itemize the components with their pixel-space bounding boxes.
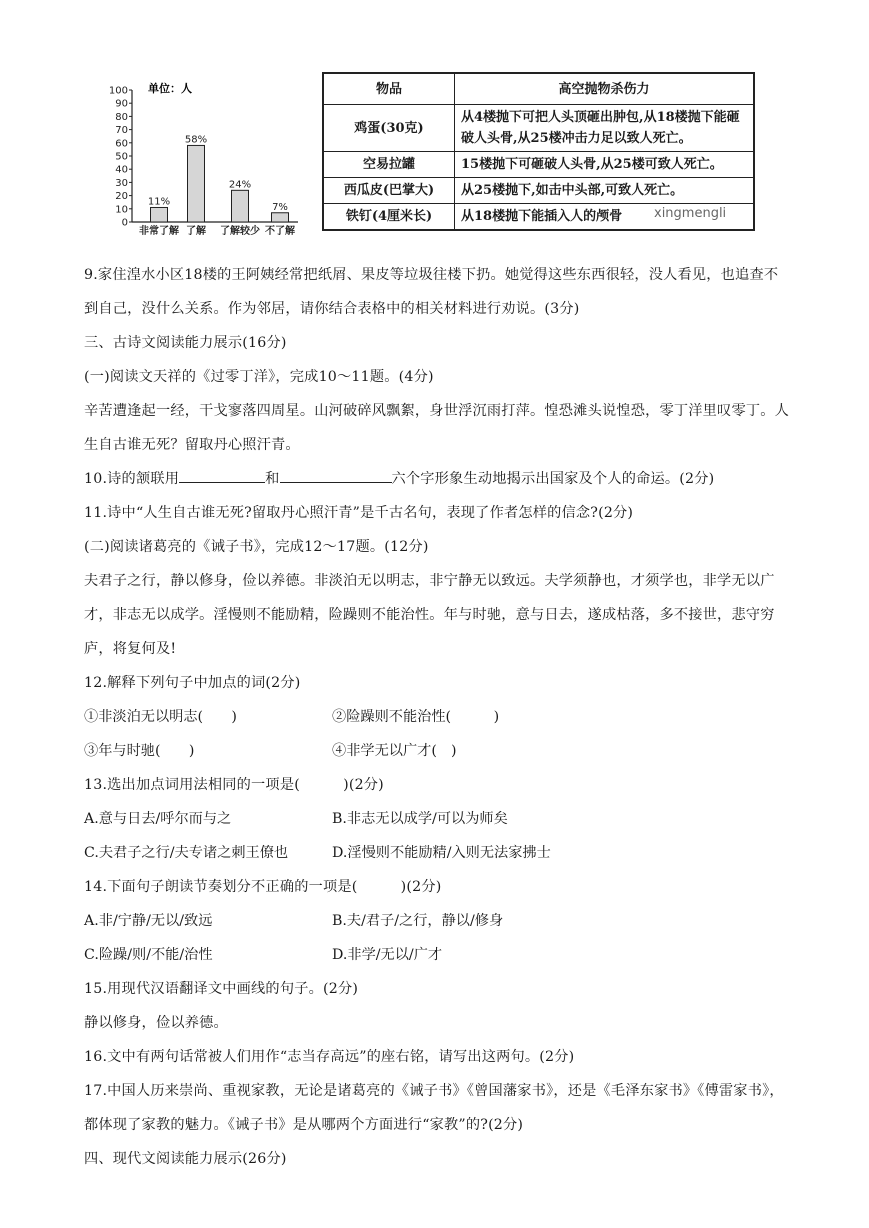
- y-tick-label: 60: [115, 138, 128, 150]
- section-4-heading: 四、现代文阅读能力展示(26分): [84, 1151, 287, 1167]
- section-3-heading: 三、古诗文阅读能力展示(16分): [84, 335, 287, 351]
- bar-data-label: 24%: [228, 179, 252, 191]
- q14-option-b: B.夫/君子/之行，静以/修身: [332, 913, 504, 929]
- table-row: [323, 178, 754, 204]
- item-cell: 铁钉(4厘米长): [323, 204, 455, 231]
- damage-cell: 从25楼抛下,如击中头部,可致人死亡。: [455, 178, 755, 204]
- question-17: 17.中国人历来崇尚、重视家教，无论是诸葛亮的《诫子书》《曾国藩家书》，还是《毛泽东家书》《傅雷家书》，都体现了家教的魅力。《诫子书》是从哪两个方面进行“家教”的?(2分): [84, 1083, 784, 1133]
- watermark: xingmengli: [654, 206, 727, 221]
- bar: [188, 145, 205, 222]
- question-16: 16.文中有两句话常被人们用作“志当存高远”的座右铭，请写出这两句。(2分): [84, 1049, 575, 1065]
- y-tick-label: 90: [115, 98, 128, 110]
- question-14: 14.下面句子朗读节奏划分不正确的一项是( )(2分): [84, 879, 442, 895]
- y-tick-label: 0: [121, 217, 128, 229]
- x-category-label: 非常了解: [139, 226, 179, 237]
- poem-text: 辛苦遭逢起一经，干戈寥落四周星。山河破碎风飘絮，身世浮沉雨打萍。惶恐滩头说惶恐，零丁洋里叹零丁。人生自古谁无死？留取丹心照汗青。: [84, 403, 789, 453]
- y-tick-label: 10: [115, 204, 128, 216]
- bar-data-label: 7%: [272, 201, 288, 213]
- q13-row-1: [84, 802, 790, 836]
- chart-unit-label: 单位：人: [148, 82, 192, 95]
- q12-item-3: ③年与时驰( ): [84, 743, 195, 759]
- q13-option-b: B.非志无以成学/可以为师矣: [332, 811, 508, 827]
- q12-item-1: ①非淡泊无以明志( ): [84, 709, 237, 725]
- q13-option-c: C.夫君子之行/夫专诸之刺王僚也: [84, 845, 289, 861]
- q13-row-2: [84, 836, 790, 870]
- item-cell: 鸡蛋(30克): [323, 105, 455, 152]
- damage-cell: 15楼抛下可砸破人头骨,从25楼可致人死亡。: [455, 152, 755, 178]
- damage-cell: 从4楼抛下可把人头顶砸出肿包,从18楼抛下能砸破人头骨,从25楼冲击力足以致人死亡。: [455, 105, 755, 152]
- q12-item-2: ②险躁则不能治性( ): [332, 709, 500, 725]
- q10-part-a: 10.诗的颔联用: [84, 471, 180, 487]
- bar-data-label: 58%: [184, 134, 208, 146]
- bars: [148, 134, 289, 222]
- y-tick-label: 50: [115, 151, 128, 163]
- question-13: 13.选出加点词用法相同的一项是( )(2分): [84, 777, 384, 793]
- q14-option-d: D.非学/无以/广才: [332, 947, 443, 963]
- bar: [232, 190, 249, 222]
- table-row: [323, 152, 754, 178]
- header-item: 物品: [323, 73, 455, 105]
- q14-option-a: A.非/宁静/无以/致远: [84, 913, 213, 929]
- q15-sentence: 静以修身，俭以养德。: [84, 1015, 228, 1031]
- question-15: 15.用现代汉语翻译文中画线的句子。(2分): [84, 981, 359, 997]
- item-cell: 空易拉罐: [323, 152, 455, 178]
- answer-blank-1[interactable]: [179, 466, 265, 483]
- y-tick-label: 70: [115, 125, 128, 137]
- subsection-1-heading: (一)阅读文天祥的《过零丁洋》，完成10～11题。(4分): [84, 369, 434, 385]
- y-tick-label: 80: [115, 111, 128, 123]
- q14-row-2: [84, 938, 790, 972]
- subsection-2-heading: (二)阅读诸葛亮的《诫子书》，完成12～17题。(12分): [84, 539, 429, 555]
- y-tick-label: 20: [115, 191, 128, 203]
- header-damage: 高空抛物杀伤力: [455, 73, 755, 105]
- question-11: 11.诗中“人生自古谁无死?留取丹心照汗青”是千古名句，表现了作者怎样的信念?(2分): [84, 505, 634, 521]
- table-header-row: [323, 73, 754, 105]
- item-cell: 西瓜皮(巴掌大): [323, 178, 455, 204]
- q10-part-c: 六个字形象生动地揭示出国家及个人的命运。(2分): [391, 471, 715, 487]
- question-9: 9.家住湟水小区18楼的王阿姨经常把纸屑、果皮等垃圾往楼下扔。她觉得这些东西很轻，没人看见，也追查不到自己，没什么关系。作为邻居，请你结合表格中的相关材料进行劝说。(3分): [84, 267, 779, 317]
- table-row: [323, 105, 754, 152]
- x-axis-labels: [139, 224, 296, 237]
- q12-item-4: ④非学无以广才( ): [332, 743, 457, 759]
- q14-row-1: [84, 904, 790, 938]
- q14-option-c: C.险躁/则/不能/治性: [84, 947, 213, 963]
- q13-option-a: A.意与日去/呼尔而与之: [84, 811, 232, 827]
- bar-data-label: 11%: [147, 196, 171, 208]
- bar: [151, 207, 168, 222]
- x-category-label: 了解较少: [220, 226, 260, 237]
- y-tick-label: 100: [108, 85, 128, 97]
- y-tick-label: 30: [115, 177, 128, 189]
- q12-row-2: [84, 734, 790, 768]
- y-tick-label: 40: [115, 164, 128, 176]
- x-category-label: 了解: [186, 226, 206, 237]
- q13-option-d: D.淫慢则不能励精/入则无法家拂士: [332, 845, 551, 861]
- question-12: 12.解释下列句子中加点的词(2分): [84, 675, 301, 691]
- bar: [272, 213, 289, 222]
- damage-cell: 从18楼抛下能插入人的颅骨: [455, 204, 755, 231]
- survey-bar-chart: [108, 76, 308, 242]
- passage-text: 夫君子之行，静以修身，俭以养德。非淡泊无以明志，非宁静无以致远。夫学须静也，才须学也，非学无以广才，非志无以成学。淫慢则不能励精，险躁则不能治性。年与时驰，意与日去，遂成枯落，多不接世，悲守穷庐，将复何及!: [84, 573, 775, 657]
- answer-blank-2[interactable]: [280, 466, 392, 483]
- q12-row-1: [84, 700, 790, 734]
- bar-chart-svg: [108, 76, 308, 242]
- question-10: [84, 462, 790, 496]
- exam-content: [84, 258, 790, 1176]
- q10-part-b: 和: [265, 471, 280, 487]
- x-category-label: 不了解: [265, 226, 295, 237]
